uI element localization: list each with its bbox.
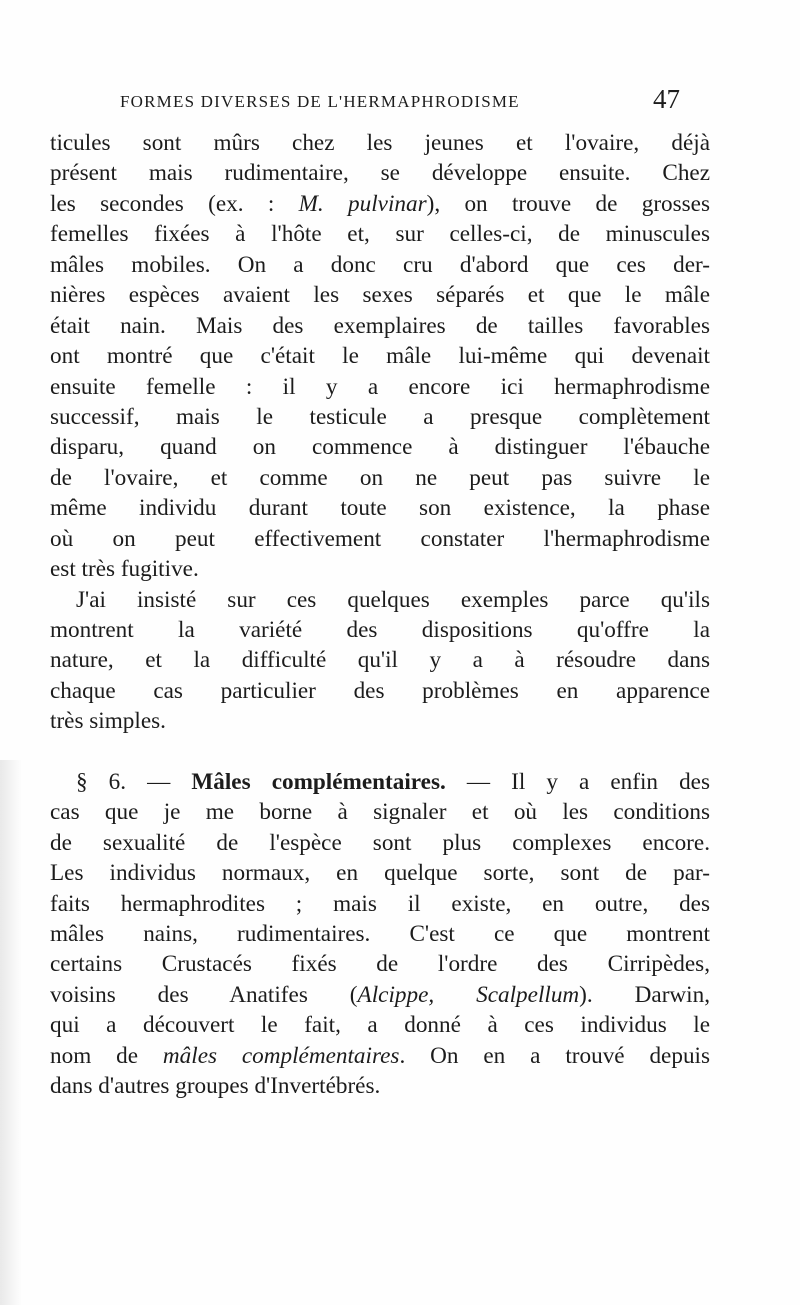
text-line: montrent la variété des dispositions qu'offre la xyxy=(50,617,710,643)
text-run: . On en a trouvé depuis xyxy=(399,1042,711,1069)
body-text xyxy=(50,128,710,1102)
paragraph-1 xyxy=(50,128,710,585)
text-line: dans d'autres groupes d'Invertébrés. xyxy=(50,1073,381,1100)
text-line: successif, mais le testicule a presque complètement xyxy=(50,403,710,430)
genus-names: Alcippe, Scalpellum xyxy=(357,981,580,1008)
text-line: femelles fixées à l'hôte et, sur celles-ci, de minuscules xyxy=(50,221,710,248)
text-line: cas que je me borne à signaler et où les conditions xyxy=(50,799,710,826)
text-line: J'ai insisté sur ces quelques exemples parce qu'ils xyxy=(76,586,710,613)
text-line: ensuite femelle : il y a encore ici hermaphrodisme xyxy=(50,373,710,400)
running-title: FORMES DIVERSES DE L'HERMAPHRODISME xyxy=(120,92,520,111)
section-6 xyxy=(50,767,710,1102)
text-line xyxy=(50,1041,710,1071)
text-line: nières espèces avaient les sexes séparés et que le mâle xyxy=(50,282,710,309)
text-line: présent mais rudimentaire, se développe ensuite. Chez xyxy=(50,160,710,187)
running-header xyxy=(120,84,680,114)
text-line: nature, et la difficulté qu'il y a à résoudre dans xyxy=(50,647,710,674)
page-number: 47 xyxy=(653,84,680,114)
text-line: mâles nains, rudimentaires. C'est ce que montrent xyxy=(50,920,710,947)
text-line: ont montré que c'était le mâle lui-même qui devenait xyxy=(50,343,710,370)
text-line: ticules sont mûrs chez les jeunes et l'ovaire, déjà xyxy=(50,130,710,156)
text-line: où on peut effectivement constater l'hermaphrodisme xyxy=(50,525,710,552)
text-line: Les individus normaux, en quelque sorte, sont de par- xyxy=(50,860,710,887)
text-line xyxy=(50,189,710,219)
text-line: disparu, quand on commence à distinguer l'ébauche xyxy=(50,434,710,461)
text-run: ), on trouve de grosses xyxy=(426,190,710,217)
text-line: certains Crustacés fixés de l'ordre des Cirripèdes, xyxy=(50,951,710,978)
text-line: qui a découvert le fait, a donné à ces individus le xyxy=(50,1012,710,1039)
text-run: voisins des Anatifes ( xyxy=(50,981,358,1008)
text-line xyxy=(50,980,710,1010)
text-run: — Il y a enfin des xyxy=(445,768,710,795)
text-run: les secondes (ex. : xyxy=(50,190,299,217)
text-line: est très fugitive. xyxy=(50,556,199,583)
paragraph-2 xyxy=(50,585,710,737)
text-line: de l'ovaire, et comme on ne peut pas suivre le xyxy=(50,464,710,491)
term-italic: mâles complémentaires xyxy=(162,1042,400,1069)
text-run: ). Darwin, xyxy=(579,981,710,1008)
page-edge-shadow xyxy=(0,760,22,1305)
text-run: nom de xyxy=(50,1042,163,1069)
text-line: mâles mobiles. On a donc cru d'abord que ces der- xyxy=(50,251,710,278)
section-number: § 6. — xyxy=(76,768,192,795)
text-line: très simples. xyxy=(50,708,166,735)
text-line xyxy=(50,767,710,797)
section-spacer xyxy=(50,737,710,767)
text-line: chaque cas particulier des problèmes en apparence xyxy=(50,677,710,704)
section-title: Mâles complémentaires. xyxy=(191,768,446,795)
text-line: était nain. Mais des exemplaires de tailles favorables xyxy=(50,312,710,339)
text-line: même individu durant toute son existence, la phase xyxy=(50,495,710,522)
species-name: M. pulvinar xyxy=(298,190,427,217)
text-line: de sexualité de l'espèce sont plus complexes encore. xyxy=(50,829,710,856)
text-line: faits hermaphrodites ; mais il existe, en outre, des xyxy=(50,890,710,917)
